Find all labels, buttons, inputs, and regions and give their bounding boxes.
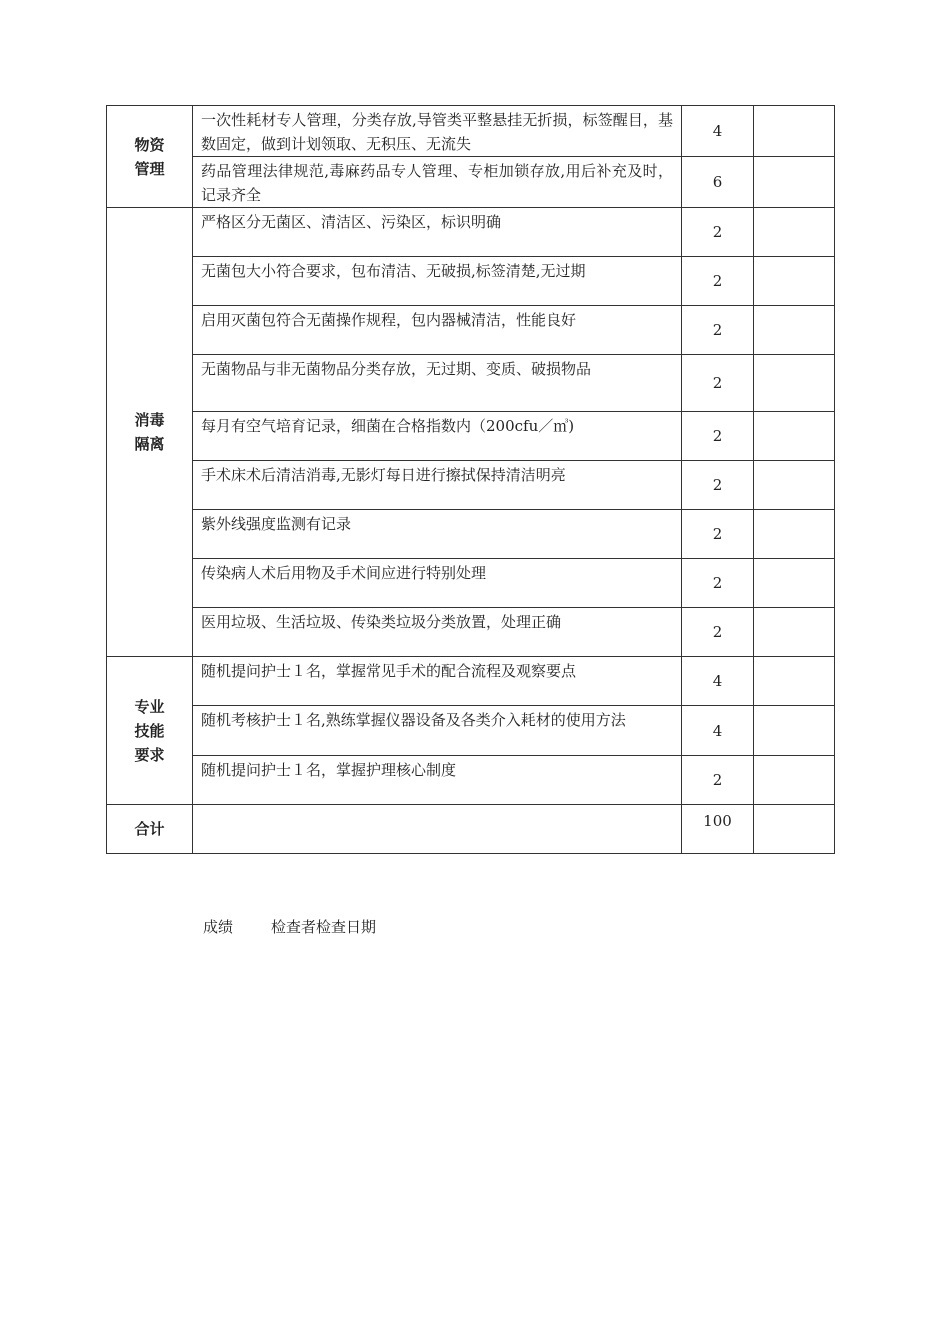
item-description: 紫外线强度监测有记录: [193, 510, 682, 559]
table-row: [107, 306, 835, 355]
actual-score-cell: [754, 208, 835, 257]
actual-score-cell: [754, 106, 835, 157]
actual-score-cell: [754, 657, 835, 706]
table-row: [107, 208, 835, 257]
category-disinfection-isolation: 消毒 隔离: [107, 208, 193, 657]
item-score: 2: [682, 510, 754, 559]
item-description: 随机考核护士１名,熟练掌握仪器设备及各类介入耗材的使用方法: [193, 706, 682, 756]
total-description-cell: [193, 805, 682, 854]
item-score: 2: [682, 257, 754, 306]
item-score: 6: [682, 157, 754, 208]
table-row: [107, 106, 835, 157]
item-description: 随机提问护士１名，掌握常见手术的配合流程及观察要点: [193, 657, 682, 706]
actual-score-cell: [754, 706, 835, 756]
actual-score-cell: [754, 306, 835, 355]
item-score: 2: [682, 461, 754, 510]
table-row: [107, 657, 835, 706]
inspector-date-label: 检查者检查日期: [271, 918, 377, 936]
actual-score-cell: [754, 608, 835, 657]
table-row: [107, 608, 835, 657]
item-description: 手术床术后清洁消毒,无影灯每日进行擦拭保持清洁明亮: [193, 461, 682, 510]
item-score: 2: [682, 208, 754, 257]
actual-total-cell: [754, 805, 835, 854]
total-row: [107, 805, 835, 854]
item-description: 一次性耗材专人管理，分类存放,导管类平整悬挂无折损，标签醒目，基数固定，做到计划领取、无积压、无流失: [193, 106, 682, 157]
total-score: 100: [682, 805, 754, 854]
signature-footer: [203, 916, 376, 937]
category-professional-skills: 专业 技能 要求: [107, 657, 193, 805]
table-row: [107, 510, 835, 559]
item-score: 4: [682, 706, 754, 756]
actual-score-cell: [754, 157, 835, 208]
table-row: [107, 157, 835, 208]
item-score: 2: [682, 355, 754, 412]
item-score: 2: [682, 559, 754, 608]
table-row: [107, 706, 835, 756]
item-description: 每月有空气培育记录，细菌在合格指数内（200cfu／㎥): [193, 412, 682, 461]
item-score: 2: [682, 412, 754, 461]
item-description: 随机提问护士１名，掌握护理核心制度: [193, 756, 682, 805]
score-label: 成绩: [203, 918, 234, 936]
table-row: [107, 559, 835, 608]
item-description: 严格区分无菌区、清洁区、污染区，标识明确: [193, 208, 682, 257]
item-score: 2: [682, 306, 754, 355]
item-description: 药品管理法律规范,毒麻药品专人管理、专柜加锁存放,用后补充及时，记录齐全: [193, 157, 682, 208]
item-score: 2: [682, 756, 754, 805]
actual-score-cell: [754, 510, 835, 559]
table-row: [107, 756, 835, 805]
inspection-score-table: [106, 105, 835, 854]
actual-score-cell: [754, 756, 835, 805]
total-label: 合计: [107, 805, 193, 854]
item-score: 4: [682, 657, 754, 706]
actual-score-cell: [754, 257, 835, 306]
item-description: 启用灭菌包符合无菌操作规程，包内器械清洁，性能良好: [193, 306, 682, 355]
item-score: 4: [682, 106, 754, 157]
item-description: 医用垃圾、生活垃圾、传染类垃圾分类放置，处理正确: [193, 608, 682, 657]
actual-score-cell: [754, 412, 835, 461]
item-description: 无菌包大小符合要求，包布清洁、无破损,标签清楚,无过期: [193, 257, 682, 306]
table-row: [107, 355, 835, 412]
item-description: 无菌物品与非无菌物品分类存放，无过期、变质、破损物品: [193, 355, 682, 412]
actual-score-cell: [754, 461, 835, 510]
item-description: 传染病人术后用物及手术间应进行特别处理: [193, 559, 682, 608]
actual-score-cell: [754, 559, 835, 608]
actual-score-cell: [754, 355, 835, 412]
item-score: 2: [682, 608, 754, 657]
table-row: [107, 461, 835, 510]
category-materials-management: 物资 管理: [107, 106, 193, 208]
table-row: [107, 412, 835, 461]
table-row: [107, 257, 835, 306]
